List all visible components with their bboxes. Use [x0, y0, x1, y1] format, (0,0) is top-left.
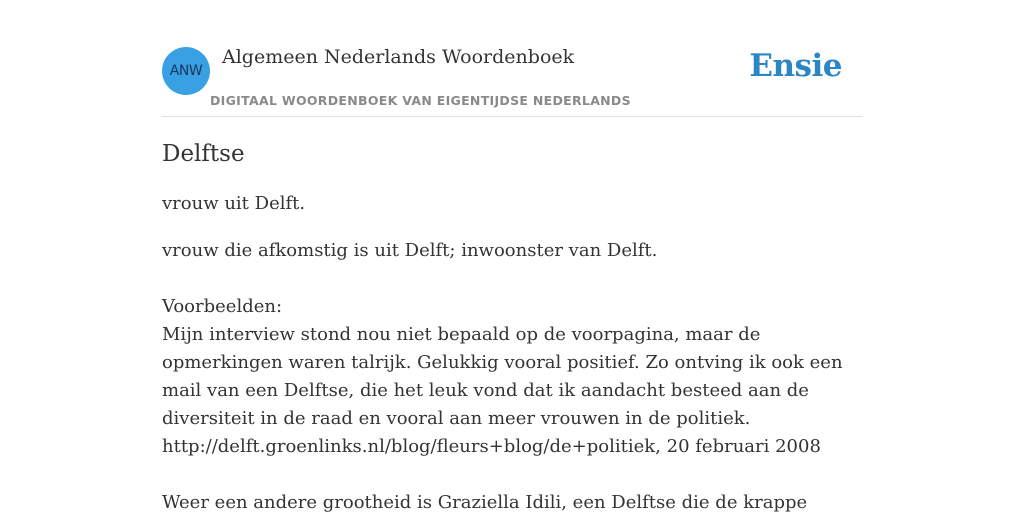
site-subtitle: DIGITAAL WOORDENBOEK VAN EIGENTIJDSE NEDERLANDS	[210, 93, 631, 108]
example-text: Mijn interview stond nou niet bepaald op de voorpagina, maar de opmerkingen waren talrijk. Gelukkig vooral positief. Zo ontving ik ook een mail van een Delftse, die het leuk vond dat ik aandacht besteed aan de diversiteit in de raad en vooral aan meer vrouwen in de politiek.	[162, 324, 843, 429]
example-item	[162, 321, 862, 461]
example-item	[162, 489, 862, 517]
short-definition: vrouw uit Delft.	[162, 193, 306, 214]
example-text: Weer een andere grootheid is Graziella Idili, een Delftse die de krappe	[162, 492, 808, 513]
headword: Delftse	[162, 141, 245, 167]
anw-logo[interactable]	[162, 47, 210, 95]
site-header	[162, 40, 862, 117]
logo-text: ANW	[169, 63, 203, 79]
entry-content	[162, 138, 862, 517]
ensie-brand-link[interactable]: Ensie	[749, 48, 842, 84]
definition: vrouw die afkomstig is uit Delft; inwoonster van Delft.	[162, 240, 658, 261]
example-source: http://delft.groenlinks.nl/blog/fleurs+blog/de+politiek, 20 februari 2008	[162, 436, 821, 457]
examples-label: Voorbeelden:	[162, 296, 283, 317]
site-title[interactable]: Algemeen Nederlands Woordenboek	[222, 46, 575, 68]
